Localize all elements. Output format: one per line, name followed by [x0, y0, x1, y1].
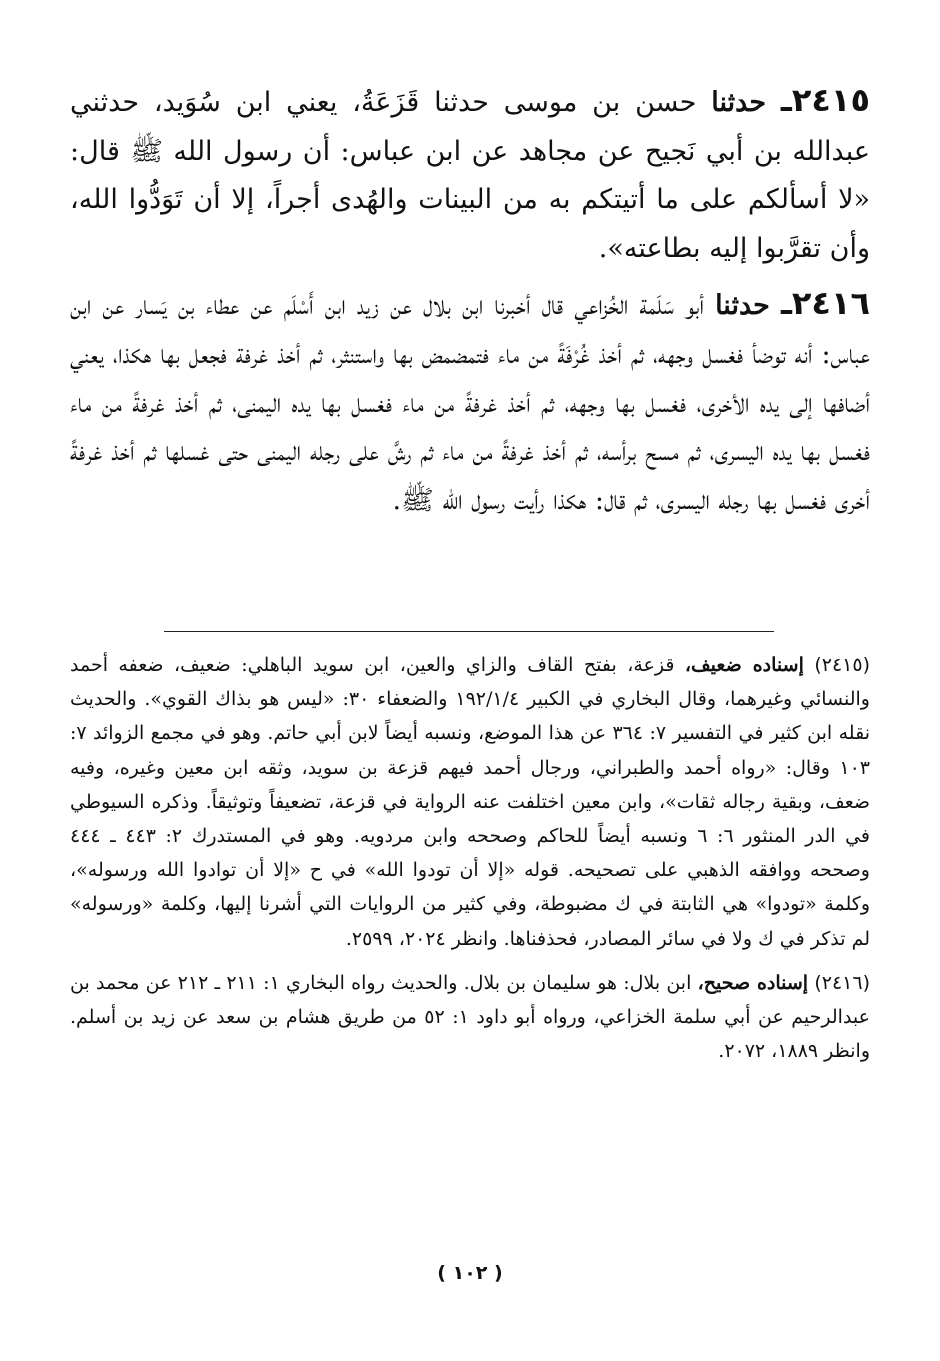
hadith-number: ٢٤١٥ـ — [780, 81, 870, 119]
footnote-text: ابن بلال: هو سليمان بن بلال. والحديث رواه البخاري ١: ٢١١ ـ ٢١٢ عن محمد بن عبدالرحيم عن أبي سلمة الخزاعي، ورواه أبو داود ١: ٥٢ من طريق هشام بن سعد عن زيد بن أسلم. وانظر ١٨٨٩، ٢٠٧٢. — [70, 971, 870, 1063]
hadith-number: ٢٤١٦ـ — [780, 284, 870, 323]
hadith-lead: حدثنا — [715, 290, 770, 322]
footnote-grading: إسناده ضعيف، — [684, 654, 804, 676]
main-text — [70, 76, 870, 525]
footnote-number: (٢٤١٥) — [814, 654, 870, 676]
hadith-text: أبو سَلَمة الخُزاعي قال أخبرنا ابن بلال عن زيد ابن أَسْلَم عن عطاء بن يَسار عن ابن عباس: أنه توضأ فغسل وجهه، ثم أخذ غُرْفَةً من ماء فتمضمض بها واستنثر، ثم أخذ غرفة فجعل بها هكذا، يعني أضافها إلى يده الأخرى، فغسل بها وجهه، ثم أخذ غرفةً من ماء فغسل بها يده اليمنى، ثم أخذ غرفةً من ماء فغسل بها يده اليسرى، ثم مسح برأسه، ثم أخذ غرفةً من ماء ثم رشَّ على رجله اليمنى حتى غسلها ثم أخذ غرفةً أخرى فغسل بها رجله اليسرى، ثم قال: هكذا رأيت رسول الله ﷺ. — [70, 290, 871, 516]
footnote-2416 — [70, 966, 870, 1069]
footnote-divider — [164, 631, 774, 632]
hadith-2416 — [70, 279, 870, 525]
page-number: ( ١٠٢ ) — [437, 1262, 503, 1284]
footnote-2415 — [70, 648, 870, 956]
footnote-number: (٢٤١٦) — [814, 971, 870, 994]
footnote-grading: إسناده صحيح، — [697, 971, 809, 994]
hadith-lead: حدثنا — [711, 87, 767, 118]
hadith-2415 — [70, 76, 870, 273]
footnote-text: قزعة، بفتح القاف والزاي والعين، ابن سويد الباهلي: ضعيف، ضعفه أحمد والنسائي وغيرهما، وقال البخاري في الكبير ١٩٢/١/٤ والضعفاء ٣٠: «ليس هو بذاك القوي». والحديث نقله ابن كثير في التفسير ٧: ٣٦٤ عن هذا الموضع، ونسبه أيضاً لابن أبي حاتم. وهو في مجمع الزوائد ٧: ١٠٣ وقال: «رواه أحمد والطبراني، ورجال أحمد فيهم قزعة بن سويد، وثقه ابن معين وغيره، وفيه ضعف، وبقية رجاله ثقات»، وابن معين اختلفت عنه الرواية في قزعة، تضعيفاً وتوثيقاً. وذكره السيوطي في الدر المنثور ٦: ٦ ونسبه أيضاً للحاكم وصححه وابن مردويه. وهو في المستدرك ٢: ٤٤٣ ـ ٤٤٤ وصححه ووافقه الذهبي على تصحيحه. قوله «إلا أن تودوا الله» في ح «إلا أن توادوا الله ورسوله»، وكلمة «تودوا» هي الثابتة في ك مضبوطة، وفي كثير من الروايات التي أشرنا إليها، وكلمة «ورسوله» لم تذكر في ك ولا في سائر المصادر، فحذفناها. وانظر ٢٠٢٤، ٢٥٩٩. — [70, 654, 870, 950]
footnotes — [70, 648, 870, 1068]
hadith-text: حسن بن موسى حدثنا قَزَعَةُ، يعني ابن سُوَيد، حدثني عبدالله بن أبي نَجيح عن مجاهد عن ابن عباس: أن رسول الله ﷺ قال: «لا أسألكم على ما أتيتكم به من البينات والهُدى أجراً، إلا أن تَوَدُّوا الله، وأن تقرَّبوا إليه بطاعته». — [70, 87, 870, 264]
